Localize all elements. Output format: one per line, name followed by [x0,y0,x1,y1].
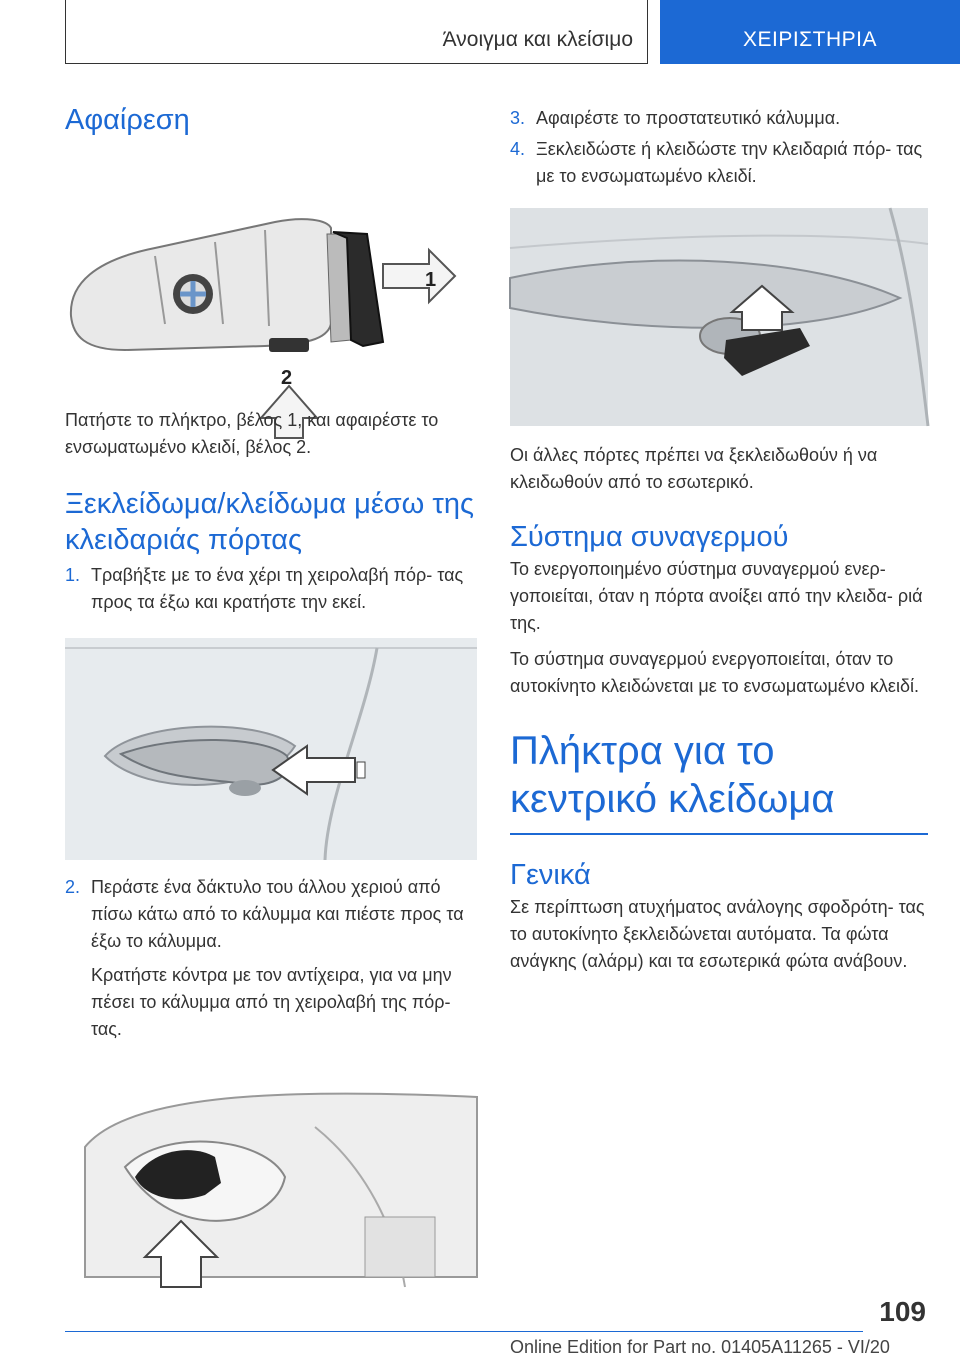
arrow-2-icon [383,250,455,302]
step-2 [65,874,477,955]
alarm-text-1: Το ενεργοποιημένο σύστημα συναγερμού ενερ- γοποιείται, όταν η πόρτα ανοίξει από την κλειδα- ριά της. [510,559,923,633]
release-button [269,338,309,352]
step-1 [65,562,477,616]
footer-rule [65,1331,863,1332]
step-2-number: 2. [65,877,81,897]
step-2-text: Περάστε ένα δάκτυλο του άλλου χεριού από πίσω κάτω από το κάλυμμα και πιέστε προς τα έξω το κάλυμμα. [91,877,464,951]
step-4 [510,136,928,190]
removal-heading: Αφαίρεση [65,104,190,136]
key-removal-figure [65,164,477,389]
left-column [65,100,477,1287]
key-in-lock-figure [510,208,928,426]
section-title: Άνοιγμα και κλείσιμο [442,28,633,51]
alarm-heading: Σύστημα συναγερμού [510,521,789,553]
unlock-heading: Ξεκλείδωμα/κλείδωμα μέσω της κλειδαριάς πόρτας [65,488,474,556]
other-doors-text: Οι άλλες πόρτες πρέπει να ξεκλειδωθούν ή να κλειδωθούν από το εσωτερικό. [510,445,878,492]
heading-rule [510,833,928,835]
right-column [510,100,928,975]
chapter-tab-label: ΧΕΙΡΙΣΤΗΡΙΑ [742,28,877,51]
step-1-number: 1. [65,565,81,585]
general-heading: Γενικά [510,858,591,891]
step-3-number: 3. [510,108,526,128]
central-locking-heading: Πλήκτρα για το κεντρικό κλείδωμα [510,729,835,821]
header-section-box [65,0,648,64]
door-handle-figure [65,638,477,860]
removal-text: Πατήστε το πλήκτρο, βέλος 1, και αφαιρέστε το ενσωματωμένο κλειδί, βέλος 2. [65,410,439,457]
edition-text: Online Edition for Part no. 01405A11265 - VI/20 [510,1337,890,1357]
step-4-text: Ξεκλειδώστε ή κλειδώστε την κλειδαριά πόρ- τας με το ενσωματωμένο κλειδί. [536,139,923,186]
step-1-text: Τραβήξτε με το ένα χέρι τη χειρολαβή πόρ- τας προς τα έξω και κρατήστε την εκεί. [91,565,464,612]
step-3-text: Αφαιρέστε το προστατευτικό κάλυμμα. [536,108,841,128]
arrow-1-label: 2 [281,367,293,389]
alarm-text-2: Το σύστημα συναγερμού ενεργοποιείται, όταν το αυτοκίνητο κλειδώνεται με το ενσωματωμένο κλειδί. [510,649,919,696]
general-text: Σε περίπτωση ατυχήματος ανάλογης σφοδρότη- τας το αυτοκίνητο ξεκλειδώνεται αυτόματα. Τα φώτα ανάγκης (αλάρμ) και τα εσωτερικά φώτα ανάβουν. [510,896,925,971]
step-2-note: Κρατήστε κόντρα με τον αντίχειρα, για να μην πέσει το κάλυμμα από τη χειρολαβή της πόρ- τας. [91,965,452,1039]
chapter-tab[interactable] [660,0,960,64]
arrow-2-label: 1 [425,269,437,291]
page-number: 109 [879,1296,926,1327]
cover-removal-figure [65,1087,477,1287]
step-4-number: 4. [510,139,526,159]
step-3 [510,105,928,132]
